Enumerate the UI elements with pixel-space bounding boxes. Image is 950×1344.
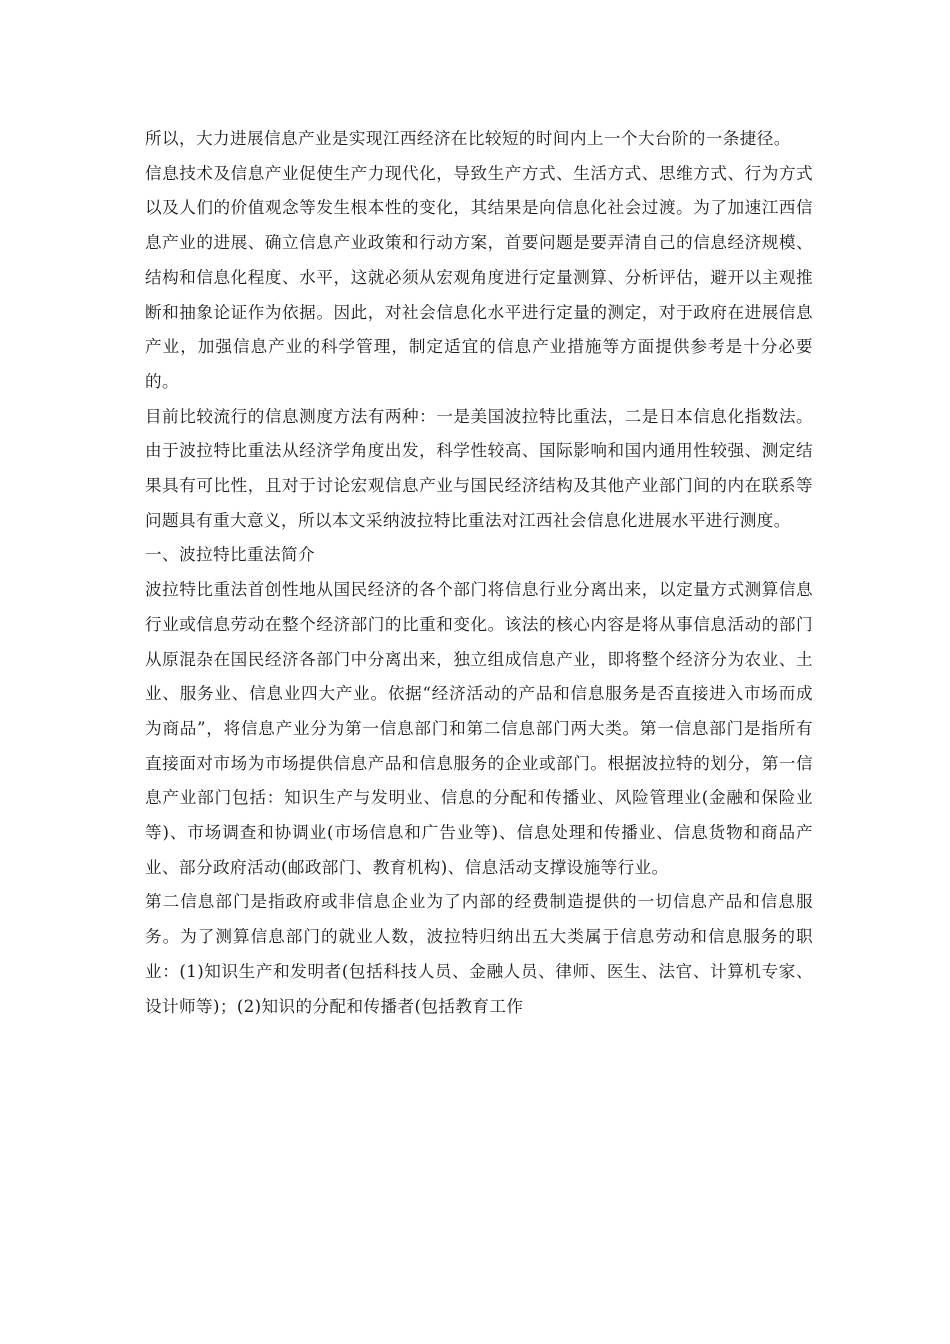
paragraph-info-tech: 信息技术及信息产业促使生产力现代化，导致生产方式、生活方式、思维方式、行为方式以及人们的价值观念等发生根本性的变化，其结果是向信息化社会过渡。为了加速江西信息产业的进展、确立信息产业政策和行动方案，首要问题是要弄清自己的信息经济规模、结构和信息化程度、水平，这就必须从宏观角度进行定量测算、分析评估，避开以主观推断和抽象论证作为依据。因此，对社会信息化水平进行定量的测定，对于政府在进展信息产业，加强信息产业的科学管理，制定适宜的信息产业措施等方面提供参考是十分必要的。 [145, 163, 813, 391]
paragraph-methods: 目前比较流行的信息测度方法有两种：一是美国波拉特比重法，二是日本信息化指数法。由于波拉特比重法从经济学角度出发，科学性较高、国际影响和国内通用性较强、测定结果具有可比性，且对于讨论宏观信息产业与国民经济结构及其他产业部门间的内在联系等问题具有重大意义，所以本文采纳波拉特比重法对江西社会信息化进展水平进行测度。 [145, 406, 813, 530]
document-body [145, 122, 813, 1024]
paragraph-intro: 所以，大力进展信息产业是实现江西经济在比较短的时间内上一个大台阶的一条捷径。 [145, 129, 791, 148]
paragraph-porat-method: 波拉特比重法首创性地从国民经济的各个部门将信息行业分离出来，以定量方式测算信息行业或信息劳动在整个经济部门的比重和变化。该法的核心内容是将从事信息活动的部门从原混杂在国民经济各部门中分离出来，独立组成信息产业，即将整个经济分为农业、土业、服务业、信息业四大产业。依据“经济活动的产品和信息服务是否直接进入市场而成为商品”，将信息产业分为第一信息部门和第二信息部门两大类。第一信息部门是指所有直接面对市场为市场提供信息产品和信息服务的企业或部门。根据波拉特的划分，第一信息产业部门包括：知识生产与发明业、信息的分配和传播业、风险管理业(金融和保险业等)、市场调查和协调业(市场信息和广告业等)、信息处理和传播业、信息货物和商品产业、部分政府活动(邮政部门、教育机构)、信息活动支撑设施等行业。 [145, 580, 813, 877]
paragraph-second-sector: 第二信息部门是指政府或非信息企业为了内部的经费制造提供的一切信息产品和信息服务。为了测算信息部门的就业人数，波拉特归纳出五大类属于信息劳动和信息服务的职业：(1)知识生产和发明者(包括科技人员、金融人员、律师、医生、法官、计算机专家、设计师等)；(2)知识的分配和传播者(包括教育工作 [145, 892, 813, 1016]
section-heading: 一、波拉特比重法简介 [145, 545, 315, 565]
